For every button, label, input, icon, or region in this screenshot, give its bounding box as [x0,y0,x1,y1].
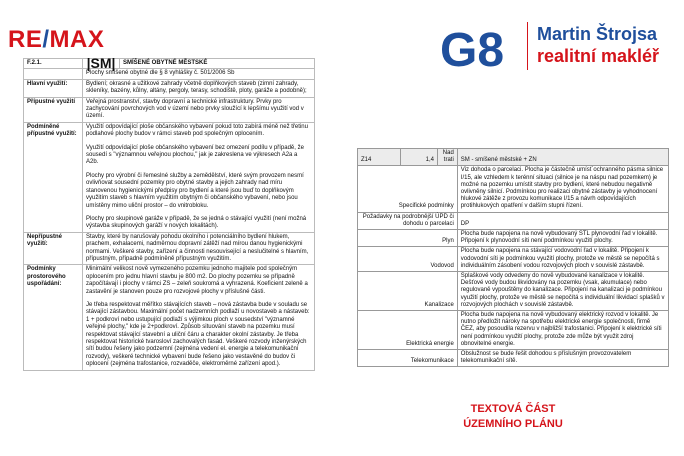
row-label: Hlavní využití: [24,79,83,97]
row-value [83,265,315,370]
row-paragraph: Bydlení; okrasné a užitkové zahrady včetně doplňkových staveb (zimní zahrady, skleníky, bazény, kůlny, altány, pergoly, terasy, schodiště, ploty, garáže a podobně); [86,80,307,95]
row-value: Obslužnost se bude řešit dohodou s příslušným provozovatelem telekomunikační sítě. [457,350,668,367]
row-value: Plocha bude napojena na nově vybudovaný STL plynovodní řad v lokalitě. Připojení k plynovodní síti není podmínkou využití plochy. [457,230,668,247]
row-paragraph: Plochy pro skupinové garáže v případě, že se jedná o stávající využití (není možná výstavba skupinových garáží v nových lokalitách). [86,215,307,230]
remax-logo-re: RE [8,26,43,53]
row-paragraph: Využití odpovídající ploše občanského vybavení bez omezení podílu v případě, že sousedí s "významnou veřejnou plochou," jak je zakreslena ve výkresech A2a a A2b. [86,144,304,166]
row-paragraph: Využití odpovídající ploše občanského vybavení pokud toto zabírá méně než třetinu podlahové plochy budov v rámci staveb pod společným oplocením. [86,123,308,138]
row-label: Telekomunikace [358,350,458,367]
caption-line-1: TEXTOVÁ ČÁST [470,403,556,415]
remax-logo-slash: / [42,26,50,53]
regulation-symbol: |SM| [83,59,120,68]
plot-locality: Nad trati [438,149,458,166]
row-label: Vodovod [358,247,458,272]
row-label: Nepřípustné využití: [24,232,83,265]
table-row [24,97,315,122]
row-value: Plocha bude napojena na nově vybudovaný elektrický rozvod v lokalitě. Je nutno předložit nároky na spotřebu elektrické energie společnosti, firmě ČEZ, aby posoudila rezervu v najbližší trafostanici. Připojení k elektrické síti není podmínkou využití plochy, protože zde může být využit zdroj obnovitelné energie. [457,311,668,350]
row-label: Specifické podmínky [358,166,458,212]
table-row [358,230,669,247]
table-row [24,265,315,370]
row-paragraph: Je třeba respektovat měřítko stávajících staveb – nová zástavba bude v souladu se stávající zástavbou. Maximální počet nadzemních podlaží u novostaveb a nástaveb: 1 + podkroví nebo ustupující podlaží s výjimkou ploch v sousedství "významné veřejné plochy," kde je 2+podkroví. Způsob situování staveb na pozemku musí respektovat stávající stavební a uliční čáru a charakter okolní zástavby. Je třeba respektovat historické tvarosloví zachovalých fasád. Veškeré rozvody inženýrských sítí budou řešeny jako podzemní (zejména vedení el. energie a telekomunikační rozvody), veškeré technické vybavení bude řešeno jako vestavěné do budov či oplocení (zejména trafostanice, rozvaděče, elektroměrné zařízení apod.). [86,301,310,368]
regulation-code: F.2.1. [24,59,83,69]
row-label: Požadavky na podrobnější ÚPD či dohodu o parcelaci [358,212,458,229]
plot-area: 1,4 [401,149,438,166]
row-value: Plocha bude napojena na stávající vodovodní řad v lokalitě. Připojení k vodovodní síti je podmínkou využití plochy, protože ve městě se nepočítá s individuálním zásobení vodou rozvojových ploch v souvislé zástavbě. [457,247,668,272]
row-paragraph: Plochy pro výrobní či řemeslné služby a zemědělství, které svým provozem nesmí ovlivňovat sousední pozemky pro obytné stavby a jejich zahrady nad míru stanovenou hygienickými předpisy pro bydlení a které jsou buď to doplňkovým využitím staveb s hlavním využitím obytným či občanského vybavení, nebo jsou umístěny mimo uliční prostor – do vnitrobloku. [86,172,304,209]
g8-logo-text: G8 [440,24,505,72]
regulation-title: SMÍŠENÉ OBYTNÉ MĚSTSKÉ [123,60,208,66]
remax-logo-max: MAX [49,26,105,53]
table-row [24,232,315,265]
table-row [358,311,669,350]
regulation-table [23,55,315,371]
row-label: Elektrická energie [358,311,458,350]
row-label: Kanalizace [358,272,458,311]
row-value: Splaškové vody odvedeny do nově vybudované kanalizace v lokalitě. Dešťové vody budou likvidovány na pozemku (vsak, akumulace) nebo regulovaně vypouštěny do kanalizace. Připojení na kanalizaci je podmínkou využití plochy, protože ve městě se nepočítá s individuální likvidací splašků v rozvojových plochách v souvislé zástavbě. [457,272,668,311]
document-caption [438,402,588,432]
table-row [358,166,669,212]
row-value: Viz dohoda o parcelaci. Plocha je částečně umíst´ochranného pásma silnice I/15, ale vzhledem k terénní situaci (silnice je na náspu nad pozemkem) je možné na pozemku umístit stavby pro bydlení, které nebudou negativně ovlivněny silnicí. Podmínkou pro realizaci obytné zástavby je vyhodnocení hlukové zátěže z provozu komunikace I/15 a návrh odpovídajících protihlukových opatření v dalším stupni řízení. [457,166,668,212]
table-row [358,350,669,367]
row-label: Přípustné využití [24,97,83,122]
row-paragraph: Veřejná prostranství, stavby dopravní a technické infrastruktury. Prvky pro zachycování povrchových vod v území nebo prvky sloužící k lepšímu využití vod v území. [86,98,304,120]
row-paragraph: Minimální velikost nově vymezeného pozemku jednoho majitele pod společným oplocením pro jednu hlavní stavbu je 800 m2. Do plochy pozemku se případně započítávají i plochy v rámci ZS – zeleň soukromá a vyhrazená. Koeficient zeleně a zastavění je stanoven pouze pro rozvojové plochy v příslušné části. [86,266,308,295]
regulation-subtitle-row [24,69,315,79]
g8-logo [440,22,520,72]
agent-title: realitní makléř [537,46,660,66]
logo-divider [527,22,528,70]
table-row [358,212,669,229]
table-row [24,122,315,232]
row-value [83,122,315,232]
table-row [24,79,315,97]
row-label: Plyn [358,230,458,247]
regulation-subtitle: Plochy smíšené obytné dle § 8 vyhlášky č. 501/2006 Sb [83,69,315,79]
row-value [83,97,315,122]
plot-header-row [358,149,669,166]
plot-conditions-table [357,148,669,367]
agent-name: Martin Štrojsa [537,24,658,44]
row-paragraph: Stavby, které by narušovaly pohodu okolního i potenciálního bydlení hlukem, prachem, exhalacemi, nadměrnou dopravní zátěží nad mírou danou hygienickými normami. Veškeré stavby, zařízení a činnosti nesouvisející a neslučitelné s hlavním, přípustným, případně podmíněně přípustným využitím. [86,233,309,262]
plot-zone: SM - smíšené městské + ZN [457,149,668,166]
row-value: DP [457,212,668,229]
plot-id: Z14 [358,149,401,166]
regulation-header-row [24,59,315,69]
row-value [83,79,315,97]
table-row [358,247,669,272]
row-label: Podmíněné přípustné využití: [24,122,83,232]
regulation-header [83,55,315,71]
table-row [358,272,669,311]
row-label: Podmínky prostorového uspořádání: [24,265,83,370]
remax-logo [8,26,104,54]
caption-line-2: ÚZEMNÍHO PLÁNU [463,418,563,430]
row-value [83,232,315,265]
